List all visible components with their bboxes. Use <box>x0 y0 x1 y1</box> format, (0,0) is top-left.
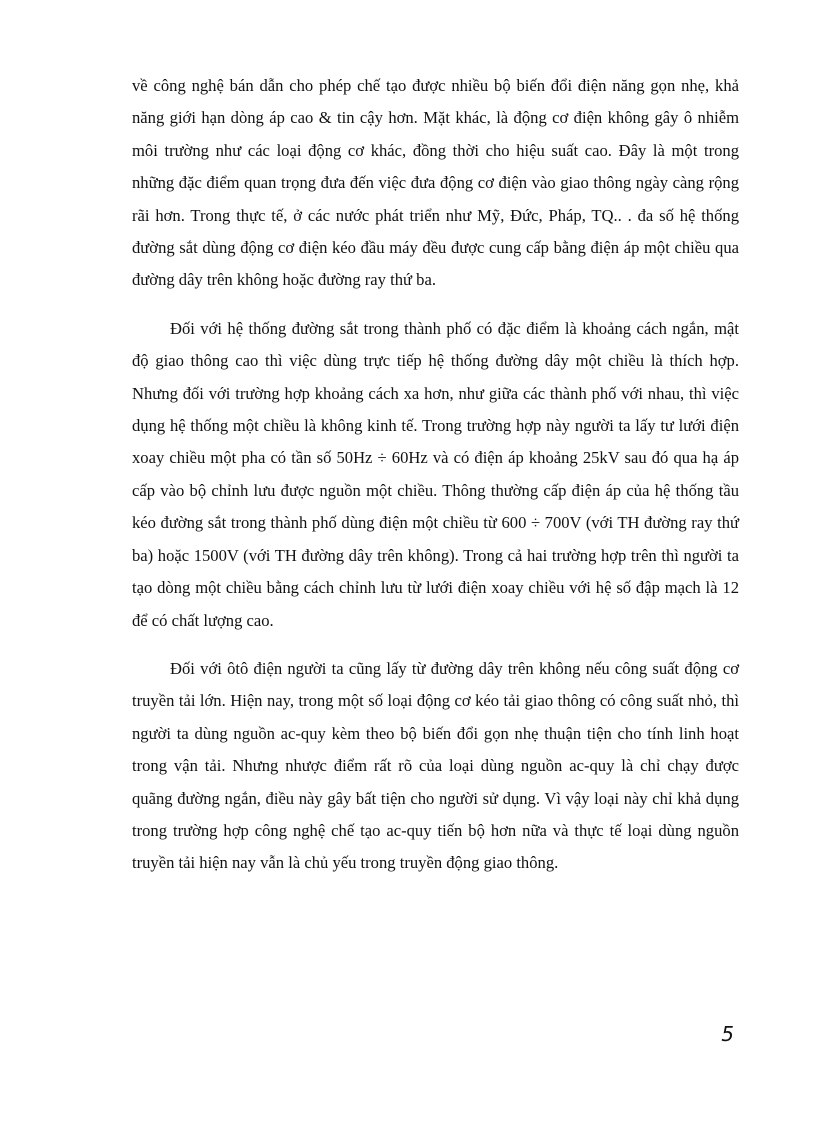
paragraph-3: Đối với ôtô điện người ta cũng lấy từ đường dây trên không nếu công suất động cơ truyền tải lớn. Hiện nay, trong một số loại động cơ kéo tải giao thông có công suất nhỏ, thì người ta dùng nguồn ac-quy kèm theo bộ biến đổi gọn nhẹ thuận tiện cho tính linh hoạt trong vận tải. Nhưng nhược điểm rất rõ của loại dùng nguồn ac-quy là chỉ chạy được quãng đường ngắn, điều này gây bất tiện cho người sử dụng. Vì vậy loại này chỉ khả dụng trong trường hợp công nghệ chế tạo ac-quy tiến bộ hơn nữa và thực tế loại dùng nguồn truyền tải hiện nay vẫn là chủ yếu trong truyền động giao thông. <box>132 658 739 873</box>
paragraph-2: Đối với hệ thống đường sắt trong thành phố có đặc điểm là khoảng cách ngắn, mật độ giao thông cao thì việc dùng trực tiếp hệ thống đường dây một chiều là thích hợp. Nhưng đối với trường hợp khoảng cách xa hơn, như giữa các thành phố với nhau, thì việc dụng hệ thống một chiều là không kinh tế. Trong trường hợp này người ta lấy tư lưới điện xoay chiều một pha có tần số 50Hz ÷ 60Hz và có điện áp khoảng 25kV sau đó qua hạ áp cấp vào bộ chỉnh lưu được nguồn một chiều. Thông thường cấp điện áp của hệ thống tầu kéo đường sắt trong thành phố dùng điện một chiều từ 600 ÷ 700V (với TH đường ray thứ ba) hoặc 1500V (với TH đường dây trên không). Trong cả hai trường hợp trên thì người ta tạo dòng một chiều bằng cách chỉnh lưu từ lưới điện xoay chiều với hệ số đập mạch là 12 để có chất lượng cao. <box>132 318 739 630</box>
body-text <box>132 70 739 896</box>
page-number: 5 <box>721 1022 734 1046</box>
paragraph-1: về công nghệ bán dẫn cho phép chế tạo được nhiều bộ biến đổi điện năng gọn nhẹ, khả năng giới hạn dòng áp cao & tin cậy hơn. Mặt khác, là động cơ điện không gây ô nhiễm môi trường như các loại động cơ khác, đồng thời cho hiệu suất cao. Đây là một trong những đặc điểm quan trọng đưa đến việc đưa động cơ điện vào giao thông ngày càng rộng rãi hơn. Trong thực tế, ở các nước phát triển như Mỹ, Đức, Pháp, TQ.. . đa số hệ thống đường sắt dùng động cơ điện kéo đầu máy đều được cung cấp bằng điện áp một chiều qua đường dây trên không hoặc đường ray thứ ba. <box>132 76 739 290</box>
